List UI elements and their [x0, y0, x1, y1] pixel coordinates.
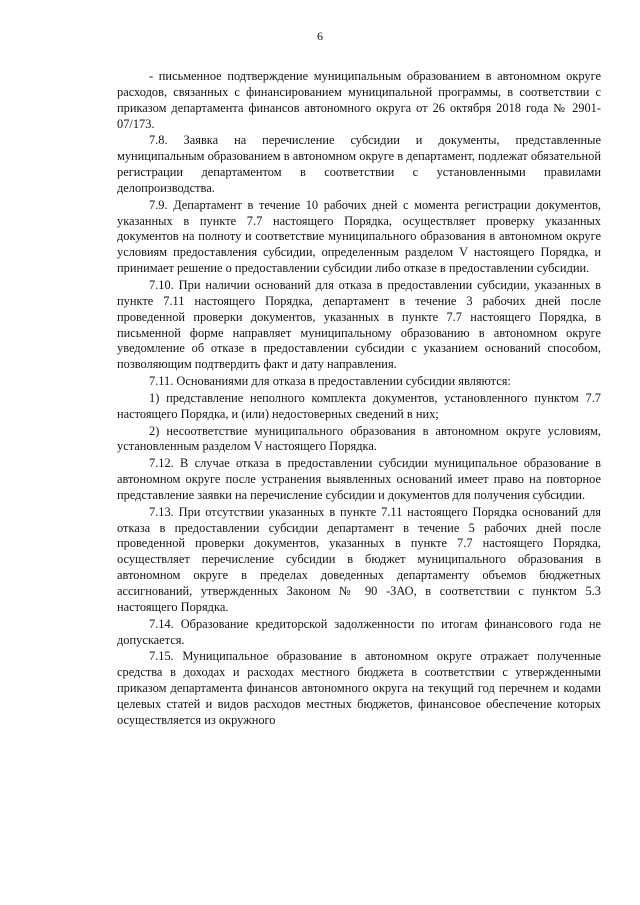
- document-body: [117, 69, 601, 729]
- paragraph-written-confirmation: - письменное подтверждение муниципальным образованием в автономном округе расходов, связанных с финансированием муниципальной программы, в соответствии с приказом департамента финансов автономного округа от 26 октября 2018 года № 2901-07/173.: [117, 69, 601, 131]
- paragraph-7-10: 7.10. При наличии оснований для отказа в предоставлении субсидии, указанных в пункте 7.11 настоящего Порядка, департамент в течение 3 рабочих дней после проведенной проверки документов, указанных в пункте 7.7 настоящего Порядка, в письменной форме направляет муниципальному образованию в автономном округе уведомление об отказе в предоставлении субсидии с указанием оснований способом, позволяющим подтвердить факт и дату направления.: [117, 277, 601, 372]
- paragraph-7-14: 7.14. Образование кредиторской задолженности по итогам финансового года не допускается.: [117, 616, 601, 647]
- paragraph-7-12: 7.12. В случае отказа в предоставлении субсидии муниципальное образование в автономном округе после устранения выявленных оснований имеет право на повторное представление заявки на перечисление субсидии и документов для получения субсидии.: [117, 456, 601, 502]
- paragraph-7-11-item-2: 2) несоответствие муниципального образования в автономном округе условиям, установленным разделом V настоящего Порядка.: [117, 423, 601, 454]
- page-number: 6: [317, 29, 323, 43]
- paragraph-7-9: 7.9. Департамент в течение 10 рабочих дней с момента регистрации документов, указанных в пункте 7.7 настоящего Порядка, осуществляет проверку указанных документов на полноту и соответствие муниципального образования в автономном округе условиям предоставления субсидии, определенным разделом V настоящего Порядка, и принимает решение о предоставлении субсидии либо отказе в предоставлении субсидии.: [117, 197, 601, 276]
- paragraph-7-13: 7.13. При отсутствии указанных в пункте 7.11 настоящего Порядка оснований для отказа в предоставлении субсидии департамент в течение 5 рабочих дней после проведенной проверки документов, указанных в пункте 7.7 настоящего Порядка, осуществляет перечисление субсидии в бюджет муниципального образования в автономном округе в пределах доведенных департаменту объемов бюджетных ассигнований, утвержденных Законом № 90 -ЗАО, в соответствии с пунктом 5.3 настоящего Порядка.: [117, 504, 601, 614]
- paragraph-7-11: 7.11. Основаниями для отказа в предоставлении субсидии являются:: [149, 374, 511, 389]
- paragraph-7-8: 7.8. Заявка на перечисление субсидии и документы, представленные муниципальным образованием в автономном округе в департамент, подлежат обязательной регистрации департаментом в соответствии с установленными правилами делопроизводства.: [117, 133, 601, 195]
- paragraph-7-11-item-1: 1) представление неполного комплекта документов, установленного пунктом 7.7 настоящего Порядка, и (или) недостоверных сведений в них;: [117, 390, 601, 421]
- paragraph-7-15: 7.15. Муниципальное образование в автономном округе отражает полученные средства в доходах и расходах местного бюджета в соответствии с утвержденными приказом департамента финансов автономного округа на текущий год перечнем и кодами целевых статей и видов расходов местных бюджетов, финансовое обеспечение которых осуществляется из окружного: [117, 649, 601, 727]
